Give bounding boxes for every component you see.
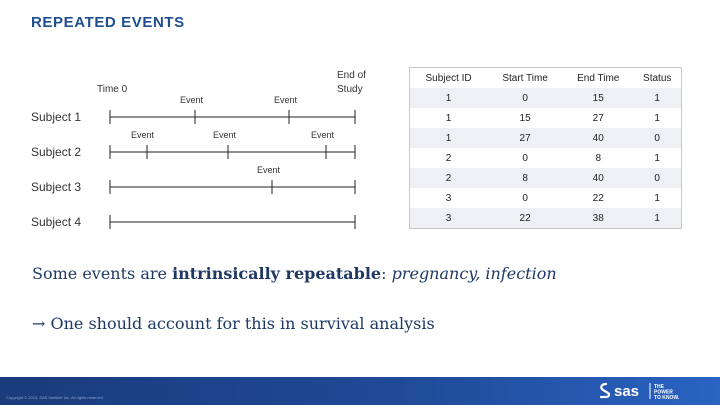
body-text-line-1 [32,264,557,283]
emphasis-text: intrinsically repeatable [172,264,382,283]
table-row [410,168,682,188]
column-header: Start Time [502,72,548,84]
timeline-diagram [0,0,400,240]
table-cell: 0 [487,88,563,108]
sas-logo-icon [601,384,609,397]
table-cell: 40 [563,168,633,188]
examples-text: pregnancy, infection [391,264,557,283]
arrow-icon: → [32,314,46,333]
subject-label: Subject 2 [31,145,82,159]
table-row [410,88,682,108]
column-header: Status [643,72,672,84]
table-cell: 22 [487,208,563,229]
table-cell: 38 [563,208,633,229]
table-cell: 0 [633,128,681,148]
logo-tagline: THE [654,384,664,390]
table-cell: 3 [410,188,488,208]
table-cell: 15 [563,88,633,108]
table-cell: 0 [487,188,563,208]
body-text-line-2 [32,314,435,333]
table-cell: 1 [633,88,681,108]
copyright-text: Copyright © 2013, SAS Institute Inc. All rights reserved. [6,395,105,400]
table-cell: 27 [487,128,563,148]
slide-title: REPEATED EVENTS [31,14,185,31]
event-label: Event [131,130,155,140]
table-row [410,188,682,208]
body-text: One should account for this in survival analysis [45,314,435,333]
event-label: Event [257,165,281,175]
table-cell: 0 [633,168,681,188]
table-cell: 0 [487,148,563,168]
footer-bar [0,377,720,405]
table-cell: 1 [633,208,681,229]
table-header-row [410,68,682,89]
table-cell: 2 [410,168,488,188]
event-label: Event [311,130,335,140]
table-cell: 1 [633,148,681,168]
table-row [410,148,682,168]
table-cell: 40 [563,128,633,148]
body-text: Some events are [32,264,173,283]
table-cell: 1 [633,188,681,208]
event-label: Event [274,95,298,105]
table-cell: 3 [410,208,488,229]
event-label: Event [180,95,204,105]
separator-text: : [381,264,392,283]
events-table [409,67,682,229]
column-header: End Time [577,72,620,84]
event-label: Event [213,130,237,140]
table-row [410,108,682,128]
table-cell: 2 [410,148,488,168]
end-of-study-label: End of [337,70,366,81]
table-cell: 15 [487,108,563,128]
subject-label: Subject 1 [31,110,82,124]
end-of-study-label: Study [337,84,363,95]
column-header: Subject ID [425,72,472,84]
table-cell: 1 [633,108,681,128]
table-cell: 1 [410,128,488,148]
subject-label: Subject 3 [31,180,82,194]
table-cell: 8 [487,168,563,188]
logo-tagline: POWER [654,389,673,396]
table-cell: 27 [563,108,633,128]
table-cell: 22 [563,188,633,208]
table-row [410,208,682,229]
table-cell: 1 [410,88,488,108]
table-row [410,128,682,148]
time0-label: Time 0 [97,84,128,95]
sas-logo-text: sas [614,383,640,400]
logo-tagline: TO KNOW. [654,395,680,401]
table-cell: 8 [563,148,633,168]
table-cell: 1 [410,108,488,128]
subject-label: Subject 4 [31,215,82,229]
sas-logo [597,381,717,401]
